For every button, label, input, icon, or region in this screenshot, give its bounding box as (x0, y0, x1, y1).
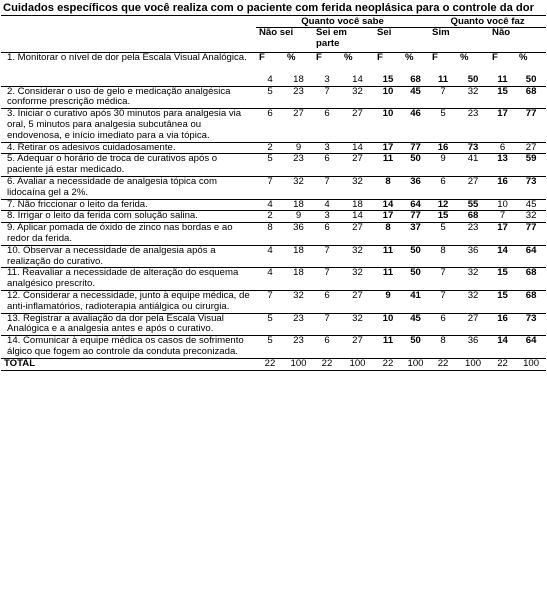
value-cell: 45 (410, 85, 421, 97)
total-cell: 22 (321, 357, 333, 369)
total-cell: 22 (264, 357, 276, 369)
value-cell: 12 (437, 198, 449, 210)
value-cell: 50 (410, 267, 421, 279)
value-cell: 6 (440, 312, 446, 324)
row-label: 2. Considerar o uso de gelo e medicação analgésica conforme prescrição médica. (7, 85, 231, 108)
value-cell (489, 52, 516, 86)
group-header-sabe: Quanto você sabe (256, 15, 429, 28)
table-row (1, 336, 546, 359)
value-cell: 7 (324, 312, 330, 324)
value: 15 (382, 73, 394, 85)
value-cell: 36 (410, 176, 421, 188)
row-label: 4. Retirar os adesivos cuidadosamente. (7, 141, 176, 153)
table-row (1, 291, 546, 314)
table-row (1, 177, 546, 200)
value-cell: 8 (267, 222, 273, 234)
value-cell: 7 (324, 85, 330, 97)
value-cell: 8 (385, 176, 391, 188)
value-cell: 8 (440, 335, 446, 347)
value-cell: 4 (267, 198, 273, 210)
value: 11 (437, 73, 449, 85)
value-cell: 2 (267, 141, 273, 153)
col-f-label: F (377, 51, 383, 63)
value-cell: 6 (499, 141, 506, 153)
value-cell: 6 (324, 153, 330, 165)
value-cell: 8 (440, 244, 446, 256)
value-cell (256, 52, 284, 86)
value-cell: 3 (324, 141, 330, 153)
value-cell: 27 (525, 141, 537, 153)
value-cell: 17 (497, 222, 508, 234)
table-row (1, 211, 546, 223)
value-cell: 23 (293, 85, 304, 97)
value-cell: 9 (440, 153, 446, 165)
value-cell: 14 (497, 244, 508, 256)
total-cell: 100 (349, 357, 366, 369)
value-cell: 36 (467, 335, 479, 347)
value-cell: 27 (467, 312, 479, 324)
total-cell: 22 (437, 357, 449, 369)
col-pct-label: % (287, 51, 296, 63)
value-cell: 6 (440, 176, 446, 188)
value-cell: 18 (293, 267, 304, 279)
value-cell: 32 (467, 290, 479, 302)
table-body (1, 52, 546, 358)
row-label: 9. Aplicar pomada de óxido de zinco nas bordas e ao redor da ferida. (7, 222, 233, 245)
total-cell: 100 (523, 357, 540, 369)
value-cell: 18 (352, 198, 363, 210)
value-cell: 10 (497, 198, 508, 210)
value-cell: 73 (525, 176, 537, 188)
value-cell: 73 (467, 141, 479, 153)
value-cell: 32 (525, 210, 537, 222)
table-row (1, 86, 546, 109)
row-label: 5. Adequar o horário de troca de curativos após o paciente já estar medicado. (7, 153, 218, 176)
value-cell: 68 (525, 290, 537, 302)
value-cell: 68 (525, 267, 537, 279)
table-row (1, 245, 546, 268)
group-header-faz: Quanto você faz (429, 15, 546, 28)
table-row (1, 52, 546, 86)
data-table (1, 15, 546, 371)
subheader-sim: Sim (432, 27, 450, 39)
value-cell: 7 (324, 244, 330, 256)
table-row (1, 313, 546, 336)
value-cell (341, 52, 374, 86)
value-cell: 64 (410, 198, 421, 210)
value-cell: 32 (352, 85, 363, 97)
value-cell: 32 (352, 312, 363, 324)
value: 14 (352, 73, 363, 85)
value-cell (402, 52, 429, 86)
total-cell: 22 (497, 357, 508, 369)
value-cell (284, 52, 313, 86)
value-cell: 16 (497, 176, 508, 188)
subheader-sei-em-parte: Sei em parte (316, 27, 347, 50)
value-cell: 7 (499, 210, 506, 222)
value-cell: 14 (352, 210, 363, 222)
value: 4 (267, 73, 273, 85)
value-cell: 32 (293, 176, 304, 188)
row-label: 7. Não friccionar o leito da ferida. (7, 198, 148, 210)
total-cell: 22 (382, 357, 394, 369)
row-label: 11. Reavaliar a necessidade de alteração do esquema analgésico prescrito. (7, 267, 239, 290)
value-cell: 27 (352, 108, 363, 120)
value-cell: 7 (440, 267, 446, 279)
value-cell: 17 (382, 141, 394, 153)
row-label: 10. Observar a necessidade de analgesia após a realização do curativo. (7, 244, 216, 267)
value-cell: 6 (324, 290, 330, 302)
col-f-label: F (316, 51, 322, 63)
value-cell: 27 (293, 108, 304, 120)
value-cell: 3 (324, 210, 330, 222)
value-cell: 50 (410, 335, 421, 347)
value-cell: 15 (497, 85, 508, 97)
value-cell (313, 52, 341, 86)
value-cell: 27 (352, 153, 363, 165)
col-pct-label: % (519, 51, 528, 63)
value-cell: 11 (382, 267, 394, 279)
value-cell: 32 (352, 244, 363, 256)
value-cell: 27 (467, 176, 479, 188)
value-cell: 14 (352, 141, 363, 153)
value-cell: 7 (440, 85, 446, 97)
value-cell: 16 (497, 312, 508, 324)
col-f-label: F (259, 51, 265, 63)
value-cell: 23 (293, 153, 304, 165)
row-label: 6. Avaliar a necessidade de analgesia tópica com lidocaína gel a 2%. (7, 176, 217, 198)
value-cell: 10 (382, 312, 394, 324)
value: 50 (525, 73, 537, 85)
table-row (1, 268, 546, 291)
value-cell: 14 (382, 198, 394, 210)
value-cell: 6 (324, 335, 330, 347)
value-cell: 68 (525, 85, 537, 97)
value-cell: 37 (410, 222, 421, 234)
value-cell (374, 52, 402, 86)
value-cell: 15 (437, 210, 449, 222)
value-cell: 23 (293, 335, 304, 347)
col-pct-label: % (344, 51, 353, 63)
total-cell: 100 (465, 357, 482, 369)
value-cell: 14 (497, 335, 508, 347)
value-cell: 36 (467, 244, 479, 256)
value-cell: 23 (293, 312, 304, 324)
value-cell: 36 (293, 222, 304, 234)
value-cell: 73 (525, 312, 537, 324)
value-cell: 13 (497, 153, 508, 165)
value-cell: 16 (437, 141, 449, 153)
value: 11 (497, 73, 508, 85)
value-cell: 46 (410, 108, 421, 120)
table-row (1, 109, 546, 142)
value-cell: 5 (267, 153, 273, 165)
value-cell: 6 (267, 108, 273, 120)
value-cell: 11 (382, 335, 394, 347)
value-cell: 32 (467, 85, 479, 97)
value-cell: 15 (497, 267, 508, 279)
value-cell: 5 (440, 108, 446, 120)
value: 18 (293, 73, 304, 85)
col-pct-label: % (460, 51, 469, 63)
value-cell: 77 (525, 108, 537, 120)
value-cell: 4 (267, 244, 273, 256)
table-row (1, 223, 546, 246)
col-f-label: F (432, 51, 438, 63)
value-cell: 6 (324, 222, 330, 234)
table-row (1, 199, 546, 211)
value-cell: 5 (267, 85, 273, 97)
total-row (1, 358, 546, 370)
subheader-nao-sei: Não sei (259, 27, 294, 39)
value-cell: 7 (267, 290, 273, 302)
value-cell: 17 (382, 210, 394, 222)
value-cell: 15 (497, 290, 508, 302)
value-cell: 68 (467, 210, 479, 222)
value-cell: 77 (525, 222, 537, 234)
value-cell: 7 (267, 176, 273, 188)
value-cell: 10 (382, 108, 394, 120)
value-cell: 7 (440, 290, 446, 302)
value-cell: 32 (293, 290, 304, 302)
value-cell: 32 (467, 267, 479, 279)
table-title: Cuidados específicos que você realiza com o paciente com ferida neoplásica para o controle da dor (3, 2, 534, 14)
value-cell: 5 (440, 222, 446, 234)
total-cell: 100 (290, 357, 307, 369)
value-cell: 50 (410, 244, 421, 256)
row-label: 13. Registrar a avaliação da dor pela Escala Visual Analógica e a analgesia antes e após o curativo. (7, 312, 224, 335)
value-cell: 64 (525, 335, 537, 347)
value-cell: 41 (410, 290, 421, 302)
value-cell: 27 (352, 335, 363, 347)
value-cell: 7 (324, 267, 330, 279)
value-cell: 18 (293, 198, 304, 210)
row-label: 1. Monitorar o nível de dor pela Escala Visual Analógica. (7, 51, 247, 63)
total-cell: 100 (407, 357, 424, 369)
subheader-nao: Não (492, 27, 511, 39)
value-cell: 59 (525, 153, 537, 165)
value-cell: 4 (324, 198, 330, 210)
value: 50 (467, 73, 479, 85)
value-cell: 41 (467, 153, 479, 165)
value: 68 (410, 73, 421, 85)
table-row (1, 154, 546, 177)
value-cell: 9 (295, 210, 302, 222)
value-cell: 5 (267, 312, 273, 324)
value-cell: 23 (467, 222, 479, 234)
row-label: 14. Comunicar à equipe médica os casos de sofrimento álgico que fogem ao controle da conduta preconizada. (7, 335, 244, 358)
value-cell: 55 (467, 198, 479, 210)
table-row (1, 142, 546, 154)
col-f-label: F (492, 51, 498, 63)
header-blank-2 (1, 28, 256, 50)
value-cell: 7 (324, 176, 330, 188)
value-cell: 9 (385, 290, 391, 302)
value-cell: 11 (382, 153, 394, 165)
value-cell: 10 (382, 85, 394, 97)
value-cell: 4 (267, 267, 273, 279)
value-cell: 32 (352, 176, 363, 188)
value-cell: 32 (352, 267, 363, 279)
value: 3 (324, 73, 330, 85)
value-cell: 77 (410, 141, 421, 153)
row-label: 12. Considerar a necessidade, junto à equipe médica, de anti-inflamatórios, radioterapia antiálgica ou cirurgia. (7, 290, 250, 312)
value-cell: 2 (267, 210, 273, 222)
value-cell: 50 (410, 153, 421, 165)
value-cell: 6 (324, 108, 330, 120)
value-cell: 27 (352, 222, 363, 234)
subheader-sei: Sei (377, 27, 392, 39)
row-label: 8. Irrigar o leito da ferida com solução salina. (7, 210, 198, 222)
row-label: 3. Iniciar o curativo após 30 minutos para analgesia via oral, 5 minutos para analgesia subcutânea ou endovenosa, e início imediato para a via tópica. (7, 108, 242, 141)
value-cell: 18 (293, 244, 304, 256)
value-cell: 9 (295, 141, 302, 153)
value-cell: 64 (525, 244, 537, 256)
value-cell (516, 52, 546, 86)
col-pct-label: % (405, 51, 414, 63)
value-cell (429, 52, 457, 86)
value-cell: 11 (382, 244, 394, 256)
value-cell: 8 (385, 222, 391, 234)
header-blank (1, 15, 256, 28)
value-cell: 23 (467, 108, 479, 120)
value-cell: 17 (497, 108, 508, 120)
value-cell (457, 52, 489, 86)
value-cell: 27 (352, 290, 363, 302)
value-cell: 45 (410, 312, 421, 324)
total-label: TOTAL (4, 357, 36, 369)
value-cell: 5 (267, 335, 273, 347)
value-cell: 77 (410, 210, 421, 222)
value-cell: 45 (525, 198, 537, 210)
